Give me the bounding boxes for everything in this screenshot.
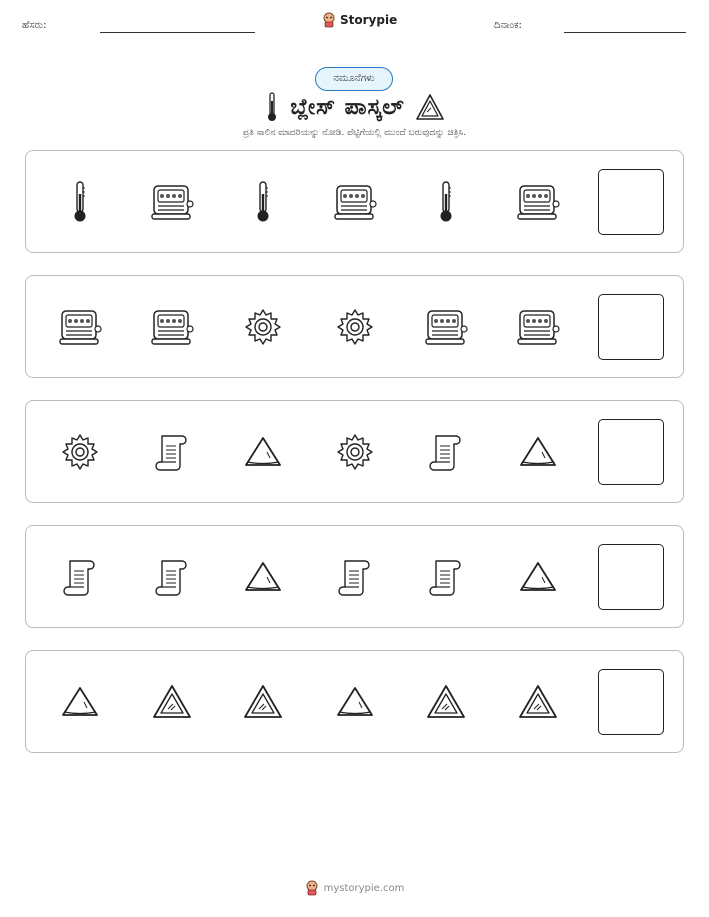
gear-icon bbox=[335, 432, 375, 472]
scroll-icon bbox=[154, 557, 190, 597]
pattern-row-5 bbox=[25, 650, 684, 753]
row5-cell-2 bbox=[149, 679, 195, 725]
calculator-icon bbox=[516, 307, 560, 347]
scroll-icon bbox=[428, 432, 464, 472]
pattern-row-3 bbox=[25, 400, 684, 503]
row1-cell-5 bbox=[423, 179, 469, 225]
calculator-icon bbox=[516, 182, 560, 222]
pyramid-icon bbox=[518, 559, 558, 595]
instruction-text: ಪ್ರತಿ ಸಾಲಿನ ಮಾದರಿಯನ್ನು ನೋಡಿ. ಪೆಟ್ಟಿಗೆಯಲ್ಲಿ ಮುಂದೆ ಬರುವುದನ್ನು ಚಿತ್ರಿಸಿ. bbox=[242, 128, 467, 138]
row1-cell-6 bbox=[515, 179, 561, 225]
pattern-row-1 bbox=[25, 150, 684, 253]
answer-box-3[interactable] bbox=[598, 419, 664, 485]
row5-cell-5 bbox=[423, 679, 469, 725]
prism-icon bbox=[242, 683, 284, 721]
footer bbox=[0, 880, 709, 896]
thermometer-icon bbox=[436, 180, 456, 224]
row5-cell-6 bbox=[515, 679, 561, 725]
row3-cell-2 bbox=[149, 429, 195, 475]
pyramid-icon bbox=[243, 559, 283, 595]
row1-cell-3 bbox=[240, 179, 286, 225]
footer-url: mystorypie.com bbox=[323, 882, 405, 894]
calculator-icon bbox=[58, 307, 102, 347]
row4-cell-4 bbox=[332, 554, 378, 600]
mascot-icon bbox=[305, 880, 319, 896]
thermometer-icon bbox=[70, 180, 90, 224]
row3-cell-3 bbox=[240, 429, 286, 475]
row4-cell-6 bbox=[515, 554, 561, 600]
pyramid-icon bbox=[243, 434, 283, 470]
row2-cell-4 bbox=[332, 304, 378, 350]
pattern-row-2 bbox=[25, 275, 684, 378]
prism-icon bbox=[415, 93, 445, 121]
mascot-icon bbox=[322, 12, 336, 28]
row2-cell-6 bbox=[515, 304, 561, 350]
row5-cell-4 bbox=[332, 679, 378, 725]
row1-cell-1 bbox=[57, 179, 103, 225]
page-title bbox=[0, 90, 709, 124]
scroll-icon bbox=[428, 557, 464, 597]
scroll-icon bbox=[62, 557, 98, 597]
prism-icon bbox=[517, 683, 559, 721]
row2-cell-5 bbox=[423, 304, 469, 350]
row4-cell-3 bbox=[240, 554, 286, 600]
row3-cell-6 bbox=[515, 429, 561, 475]
row2-cell-2 bbox=[149, 304, 195, 350]
thermometer-icon bbox=[264, 91, 280, 123]
row4-cell-5 bbox=[423, 554, 469, 600]
pattern-row-4 bbox=[25, 525, 684, 628]
row4-cell-1 bbox=[57, 554, 103, 600]
prism-icon bbox=[151, 683, 193, 721]
row3-cell-4 bbox=[332, 429, 378, 475]
date-line[interactable] bbox=[564, 32, 686, 33]
gear-icon bbox=[335, 307, 375, 347]
calculator-icon bbox=[333, 182, 377, 222]
scroll-icon bbox=[154, 432, 190, 472]
date-label: ದಿನಾಂಕ: bbox=[494, 20, 522, 31]
name-label: ಹೆಸರು: bbox=[22, 20, 47, 31]
row2-cell-3 bbox=[240, 304, 286, 350]
calculator-icon bbox=[424, 307, 468, 347]
pyramid-icon bbox=[335, 684, 375, 720]
brand-name: Storypie bbox=[340, 13, 398, 27]
row4-cell-2 bbox=[149, 554, 195, 600]
thermometer-icon bbox=[253, 180, 273, 224]
row1-cell-2 bbox=[149, 179, 195, 225]
answer-box-1[interactable] bbox=[598, 169, 664, 235]
row1-cell-4 bbox=[332, 179, 378, 225]
row5-cell-3 bbox=[240, 679, 286, 725]
row2-cell-1 bbox=[57, 304, 103, 350]
worksheet-header bbox=[0, 12, 709, 40]
section-badge: ನಮೂನೆಗಳು bbox=[315, 67, 393, 91]
gear-icon bbox=[60, 432, 100, 472]
brand-logo bbox=[322, 12, 397, 28]
title-text: ಬ್ಲೇಸ್ ಪಾಸ್ಕಲ್ bbox=[290, 94, 405, 120]
answer-box-5[interactable] bbox=[598, 669, 664, 735]
row5-cell-1 bbox=[57, 679, 103, 725]
pyramid-icon bbox=[518, 434, 558, 470]
row3-cell-5 bbox=[423, 429, 469, 475]
answer-box-4[interactable] bbox=[598, 544, 664, 610]
row3-cell-1 bbox=[57, 429, 103, 475]
gear-icon bbox=[243, 307, 283, 347]
calculator-icon bbox=[150, 182, 194, 222]
prism-icon bbox=[425, 683, 467, 721]
pyramid-icon bbox=[60, 684, 100, 720]
calculator-icon bbox=[150, 307, 194, 347]
answer-box-2[interactable] bbox=[598, 294, 664, 360]
name-line[interactable] bbox=[100, 32, 255, 33]
scroll-icon bbox=[337, 557, 373, 597]
